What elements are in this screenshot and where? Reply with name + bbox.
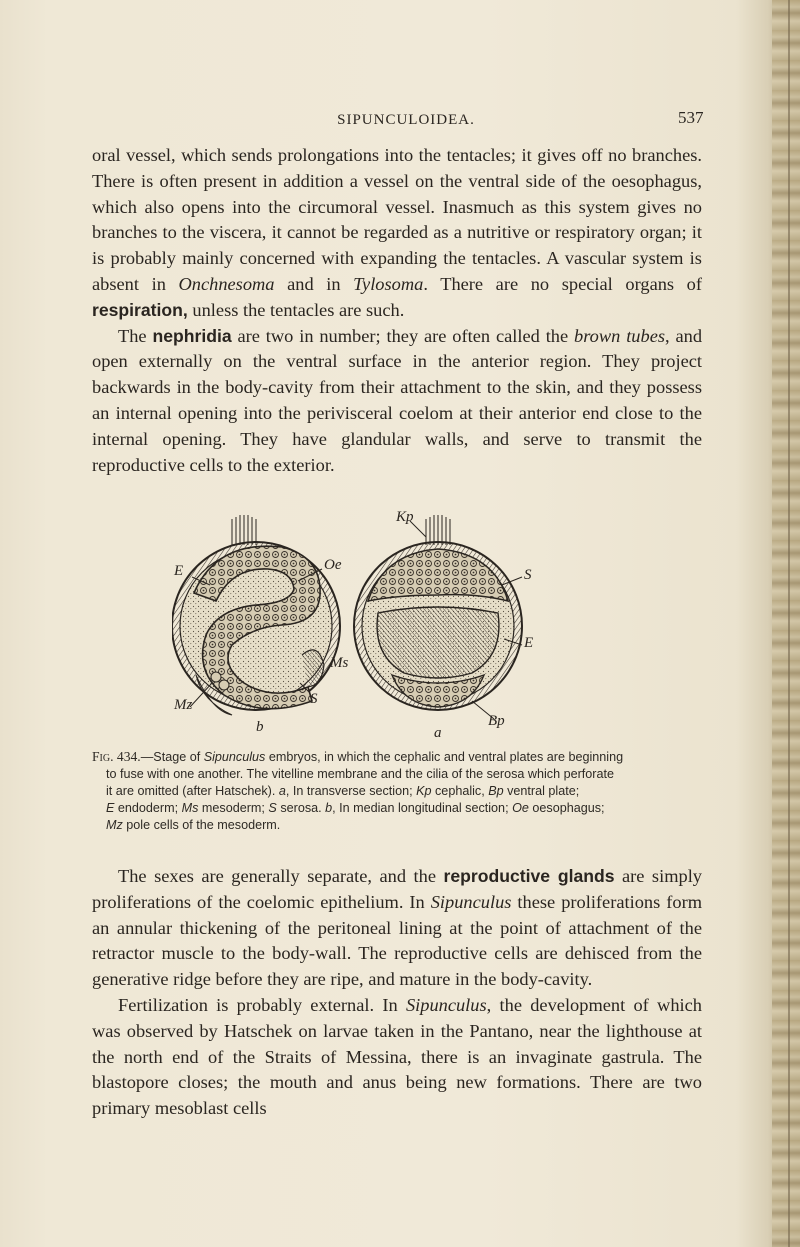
paragraph-reproductive-glands: The sexes are generally separate, and the reproductive glands are simply proliferations of the coelomic epithelium. In Sipunculus these proliferations form an annular thickening of the peritoneal lining at the point of attachment of the retractor muscle to the body-wall. The reproductive cells are dehisced from the generative ridge before they are ripe, and mature in the body-cavity. xyxy=(92,866,703,990)
page-edge-shadow xyxy=(772,0,800,1247)
genus-tylosoma: Tylosoma xyxy=(353,273,424,294)
page-edge-line xyxy=(788,0,790,1247)
embryo-illustration xyxy=(172,505,582,747)
running-head: SIPUNCULOIDEA. xyxy=(337,112,475,128)
label-Bp: Bp xyxy=(488,713,505,729)
paragraph-vascular: oral vessel, which sends prolongations into the tentacles; it gives off no branches. There is often present in addition a vessel on the ventral side of the oesophagus, which also opens into the circumoral vessel. Inasmuch as this system gives no branches to the viscera, it cannot be regarded as a nutritive or respiratory organ; it is probably mainly concerned with expanding the tentacles. A vascular system is absent in Onchnesoma and in Tylosoma. There are no special organs of respiration, unless the tentacles are such. xyxy=(92,145,703,320)
label-E-right: E xyxy=(524,635,534,651)
label-Kp: Kp xyxy=(396,509,414,525)
body-text-bottom xyxy=(92,864,702,1122)
term-reproductive-glands: reproductive glands xyxy=(443,866,615,886)
genus-onchnesoma: Onchnesoma xyxy=(178,273,275,294)
figure-434 xyxy=(172,505,582,747)
label-a: a xyxy=(434,725,442,741)
genus-sipunculus: Sipunculus xyxy=(430,891,512,912)
label-Ms: Ms xyxy=(330,655,349,671)
label-S-right: S xyxy=(524,567,532,583)
term-nephridia: nephridia xyxy=(152,325,232,346)
embryo-a xyxy=(354,515,522,719)
paragraph-fertilization: Fertilization is probably external. In Sipunculus, the development of which was observed by Hatschek on larvae taken in the Pantano, near the lighthouse at the north end of the Straits of Messina, there is an invaginate gastrula. The blastopore closes; the mouth and anus being new formations. There are two primary mesoblast cells xyxy=(92,994,702,1119)
genus-sipunculus-2: Sipunculus xyxy=(405,994,487,1015)
body-text-top xyxy=(92,143,702,478)
paragraph-nephridia: The nephridia are two in number; they are often called the brown tubes, and open externally on the ventral surface in the anterior region. They project backwards in the body-cavity from their attachment to the skin, and they possess an internal opening into the perivisceral coelom at their anterior end close to the internal opening. They have glandular walls, and serve to transmit the reproductive cells to the exterior. xyxy=(92,325,703,475)
figure-caption: Fig. 434.—Stage of Sipunculus embryos, in which the cephalic and ventral plates are beginning to fuse with one another. The vitelline membrane and the cilia of the serosa which perforate it are omitted (after Hatschek). a, In transverse section; Kp cephalic, Bp ventral plate; E endoderm; Ms mesoderm; S serosa. b, In median longitudinal section; Oe oesophagus; Mz pole cells of the mesoderm. xyxy=(92,749,624,832)
label-E-left: E xyxy=(174,563,184,579)
label-b: b xyxy=(256,719,264,735)
embryo-b xyxy=(172,515,340,715)
page-number: 537 xyxy=(678,108,704,127)
label-S-left: S xyxy=(310,691,318,707)
term-respiration: respiration, xyxy=(92,299,188,320)
label-Mz: Mz xyxy=(174,697,193,713)
label-Oe: Oe xyxy=(324,557,342,573)
figure-number: Fig. 434. xyxy=(92,749,141,764)
term-brown-tubes: brown tubes xyxy=(574,325,666,346)
